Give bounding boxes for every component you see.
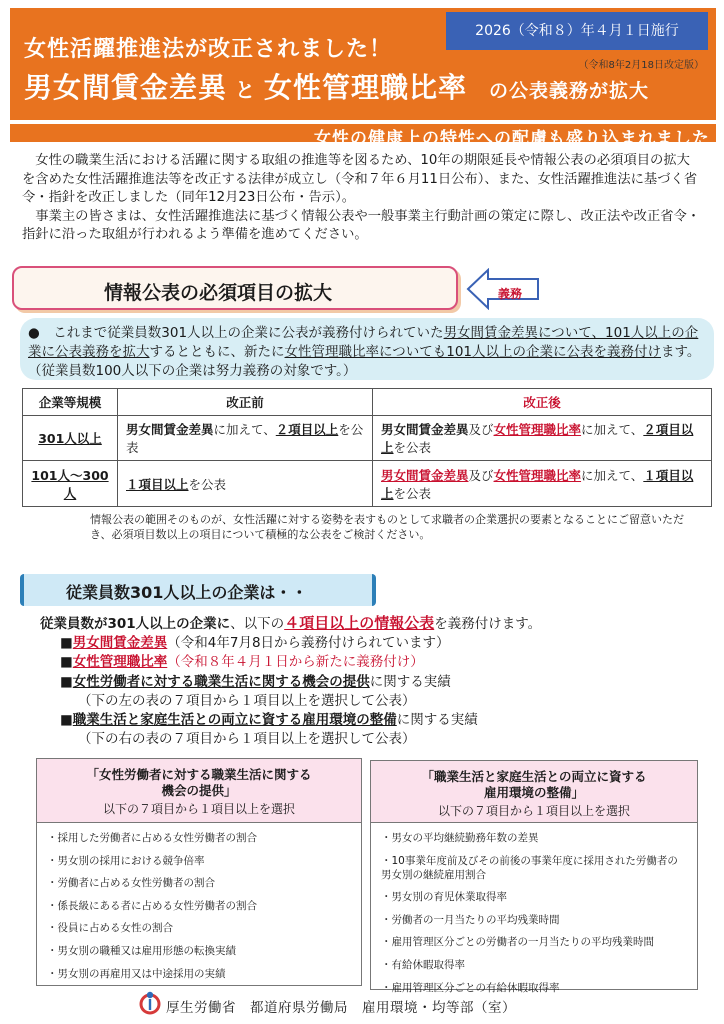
- list-item: ・労働者の一月当たりの平均残業時間: [381, 913, 560, 926]
- header-title-line2: [24, 66, 649, 106]
- list-item: ・採用した労働者に占める女性労働者の割合: [47, 832, 257, 844]
- obligation-badge: 義務: [498, 287, 523, 301]
- list-item: ・男女別の職種又は雇用形態の転換実績: [47, 944, 236, 957]
- text-plain: 及び: [468, 422, 494, 437]
- box-right-title2: 雇用環境の整備」: [483, 785, 584, 800]
- text-red: 男女間賃金差異: [381, 467, 469, 483]
- cell-after-301: [373, 416, 712, 461]
- text-underline: ２項目以上: [381, 422, 694, 455]
- text-plain: を公表: [393, 485, 432, 501]
- list-item: [40, 673, 720, 692]
- mhlw-logo-icon: [138, 990, 162, 1016]
- section2-title: 従業員数301人以上の企業は・・: [66, 583, 308, 602]
- text-plain: に関する実績: [396, 712, 478, 729]
- table-row: [23, 416, 712, 461]
- list-item: [40, 653, 720, 672]
- text-underline: １項目以上: [126, 476, 189, 492]
- square-bullet-icon: ■: [60, 635, 73, 652]
- square-bullet-icon: ■: [60, 712, 73, 729]
- revision-note: （令和8年2月18日改定版）: [578, 60, 704, 71]
- list-item-note: （下の左の表の７項目から１項目以上を選択して公表）: [78, 692, 416, 709]
- table-header-row: [23, 389, 712, 416]
- title-manager-ratio: 女性管理職比率: [264, 71, 468, 104]
- text-plain: を公表: [188, 476, 227, 492]
- bullet-post: ます。（従業員数100人以下の企業は努力義務の対象です。）: [28, 344, 701, 379]
- bullet-icon: ●: [28, 325, 54, 341]
- box-right-title1: 「職業生活と家庭生活との両立に資する: [421, 769, 647, 784]
- cell-before-301: [118, 416, 373, 461]
- table-row: [23, 461, 712, 507]
- box-right-subtitle: 以下の７項目から１項目以上を選択: [437, 804, 630, 818]
- square-bullet-icon: ■: [60, 673, 73, 690]
- intro-text: [22, 152, 702, 245]
- box-right-header: [371, 761, 697, 823]
- cell-after-101: [373, 461, 712, 507]
- text-plain: を公表: [126, 422, 364, 455]
- square-bullet-icon: ■: [60, 654, 73, 671]
- intro-paragraph-1: 女性の職業生活における活躍に関する取組の推進等を図るため、10年の期限延長や情報公表の必須項目の拡大を含めた女性活躍推進法等を改正する法律が成立し（令和７年６月11日公布）、また、女性活躍推進法に基づく省令・指針を改正しました（同年12月23日公布・告示）。: [22, 153, 698, 206]
- title-wage-gap: 男女間賃金差異: [24, 71, 228, 104]
- text-plain: を公表: [393, 440, 432, 455]
- text-plain: を義務付けます。: [434, 616, 542, 632]
- text-underline: １項目以上: [381, 467, 694, 501]
- th-size: 企業等規模: [23, 389, 118, 416]
- section2-lead: [40, 614, 720, 634]
- section2-list: [40, 614, 720, 749]
- list-item: ・役員に占める女性の割合: [47, 922, 173, 935]
- section1-heading-box: [12, 266, 458, 310]
- list-item: ・雇用管理区分ごとの労働者の一月当たりの平均残業時間: [381, 936, 654, 949]
- section1-bullet: [28, 324, 708, 381]
- text-plain: （令和4年7月8日から義務付けられています）: [167, 635, 450, 652]
- text-plain: に関する実績: [369, 673, 451, 690]
- footer-ministry: 厚生労働省 都道府県労働局 雇用環境・均等部（室）: [166, 1000, 516, 1016]
- text-bold: 職業生活と家庭生活との両立に資する雇用環境の整備: [72, 712, 397, 729]
- th-after: 改正後: [373, 389, 712, 416]
- text-red: 女性管理職比率: [72, 654, 168, 671]
- list-item: ・労働者に占める女性労働者の割合: [47, 877, 215, 890]
- list-item: [40, 711, 720, 730]
- list-item: ・男女の平均継続勤務年数の差異: [381, 832, 539, 844]
- text-red: 女性管理職比率: [493, 467, 582, 483]
- table-note: 情報公表の範囲そのものが、女性活躍に対する姿勢を表すものとして求職者の企業選択の要素となることにご留意いただき、必須項目数以上の項目について積極的な公表をご検討ください。: [90, 513, 684, 541]
- list-item: [40, 634, 720, 653]
- bullet-mid: するとともに、新たに: [149, 344, 285, 360]
- bullet-underline-1: 男女間賃金差異について、101人以上の企業に公表義務を拡大: [28, 325, 699, 360]
- cell-before-101: [118, 461, 373, 507]
- cell-size-101: 101人～300人: [23, 461, 118, 507]
- bullet-underline-2: 女性管理職比率についても101人以上の企業に公表を義務付け: [284, 344, 661, 360]
- text-plain: 及び: [468, 467, 494, 483]
- text-plain: に加えて、: [213, 422, 276, 437]
- box-left-title2: 機会の提供」: [161, 783, 237, 798]
- list-item: ・有給休暇取得率: [381, 958, 465, 971]
- header-title-line1: 女性活躍推進法が改正されました！: [24, 37, 393, 62]
- text-bold: 男女間賃金差異: [381, 422, 469, 437]
- cell-size-301: 301人以上: [23, 416, 118, 461]
- header-banner: [10, 8, 716, 149]
- list-item: ・係長級にある者に占める女性労働者の割合: [47, 899, 257, 912]
- th-before: 改正前: [118, 389, 373, 416]
- text-plain: に加えて、: [581, 422, 644, 437]
- text-plain: 、以下の: [230, 616, 285, 632]
- title-conjunction: と: [235, 78, 257, 102]
- effective-date-badge: 2026（令和８）年４月１日施行: [446, 12, 708, 50]
- list-item: ・男女別の再雇用又は中途採用の実績: [47, 967, 226, 980]
- text-red-plain: （令和８年４月１日から新たに義務付け）: [167, 654, 424, 671]
- text-bold: 従業員数が301人以上の企業に: [40, 616, 231, 632]
- title-tail: の公表義務が拡大: [489, 80, 650, 102]
- section1-title: 情報公表の必須項目の拡大: [104, 282, 333, 304]
- list-item: ・10事業年度前及びその前後の事業年度に採用された労働者の男女別の継続雇用割合: [381, 854, 678, 881]
- comparison-table: [22, 388, 712, 507]
- box-left-list: [37, 823, 361, 981]
- intro-paragraph-2: 事業主の皆さまは、女性活躍推進法に基づく情報公表や一般事業主行動計画の策定に際し、改正法や改正省令・指針に沿った取組が行われるよう準備を進めてください。: [22, 208, 701, 243]
- box-right-list: [371, 823, 697, 995]
- box-left-header: [37, 759, 361, 823]
- text-bold: 女性労働者に対する職業生活に関する機会の提供: [72, 673, 370, 690]
- box-left-subtitle: 以下の７項目から１項目以上を選択: [102, 802, 295, 816]
- text-red: ４項目以上の情報公表: [284, 614, 435, 632]
- text-underline: ２項目以上: [275, 422, 339, 437]
- text-red: 男女間賃金差異: [72, 635, 168, 652]
- bullet-pre: これまで従業員数301人以上の企業に公表が義務付けられていた: [53, 325, 444, 341]
- text-plain: に加えて、: [581, 467, 644, 483]
- text-red: 女性管理職比率: [493, 422, 582, 437]
- section2-heading-box: [20, 574, 376, 606]
- list-item: ・男女別の育児休業取得率: [381, 891, 507, 904]
- box-left-title1: 「女性労働者に対する職業生活に関する: [86, 767, 312, 782]
- list-item: ・雇用管理区分ごとの有給休暇取得率: [381, 981, 560, 994]
- header-subtitle: 女性の健康上の特性への配慮も盛り込まれました: [314, 129, 710, 149]
- opportunity-items-box: [36, 758, 362, 986]
- text-bold: 男女間賃金差異: [126, 422, 214, 437]
- work-life-items-box: [370, 760, 698, 994]
- list-item: ・男女別の採用における競争倍率: [47, 854, 205, 867]
- list-item-note: （下の右の表の７項目から１項目以上を選択して公表）: [78, 731, 416, 748]
